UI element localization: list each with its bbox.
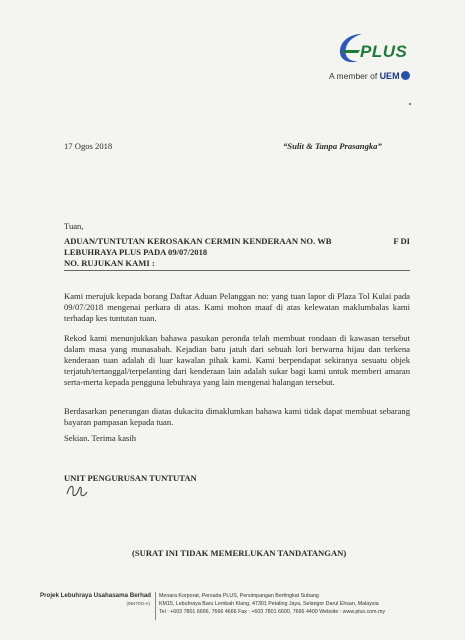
classification-label: “Sulit & Tanpa Prasangka” — [283, 141, 382, 151]
address-line-3: Tel : +603 7801 6666, 7666 4666 Fax : +603 7801 6600, 7666 4400 Website : www.plus.com.my — [159, 609, 386, 615]
address-line-1: Menara Korporat, Persada PLUS, Persimpangan Bertingkat Subang — [159, 593, 319, 599]
tagline-prefix: A member of — [329, 71, 378, 81]
tagline — [329, 71, 439, 81]
subject-divider — [64, 270, 410, 271]
closing: Sekian. Terima kasih — [64, 433, 137, 443]
paragraph-3: Berdasarkan penerangan diatas dukacita dimaklumkan bahawa kami tidak dapat membuat sebarang bayaran pampasan kepada tuan. — [64, 406, 410, 427]
subject-line-1-end: F DI — [393, 236, 410, 246]
company-name: Projek Lebuhraya Usahasama Berhad — [40, 592, 152, 599]
signatory-unit: UNIT PENGURUSAN TUNTUTAN — [64, 473, 197, 483]
footer-address — [159, 592, 429, 616]
subject-line-2: LEBUHRAYA PLUS PADA 09/07/2018 — [64, 247, 208, 257]
footer-divider — [155, 592, 156, 620]
address-line-2: KM15, Lebuhraya Baru Lembah Klang, 47301 Petaling Jaya, Selangor Darul Ehsan, Malaysia — [159, 601, 379, 607]
registration-number: (98470O-A) — [126, 601, 150, 606]
signature-scribble — [64, 480, 94, 502]
subject-line-3: NO. RUJUKAN KAMI : — [64, 258, 155, 268]
subject-block — [64, 236, 410, 269]
uem-brand: UEM — [379, 71, 400, 81]
footer-company — [40, 592, 150, 606]
subject-line-1: ADUAN/TUNTUTAN KEROSAKAN CERMIN KENDERAAN NO. WB — [64, 236, 332, 246]
speck — [409, 103, 411, 105]
plus-logo — [336, 31, 436, 67]
no-signature-note: (SURAT INI TIDAK MEMERLUKAN TANDATANGAN) — [132, 548, 347, 558]
uem-icon — [401, 71, 410, 80]
paragraph-1: Kami merujuk kepada borang Daftar Aduan Pelanggan no: yang tuan lapor di Plaza Tol Kulai pada 09/07/2018 mengenai perkara di atas. Kami mohon maaf di atas kelewatan maklumbalas kami terhadap kes tuntutan tuan. — [64, 291, 410, 323]
paragraph-2: Rekod kami menunjukkan bahawa pasukan peronda telah membuat rondaan di kawasan tersebut dalam masa yang munasabah. Kejadian batu jatuh dari sebuah lori berwarna hijau dan terkena kenderaan tuan adalah di luar kawalan pihak kami. Kami berpendapat sekiranya sesuatu objek terjatuh/tertanggal/terpelanting dari kenderaan lain adalah sukar bagi kami untuk memberi amaran serta-merta kepada pengguna lebuhraya yang lain mengenai halangan tersebut. — [64, 333, 410, 387]
logo-wordmark: PLUS — [360, 42, 408, 61]
letter-date: 17 Ogos 2018 — [64, 141, 113, 151]
salutation: Tuan, — [64, 221, 84, 231]
